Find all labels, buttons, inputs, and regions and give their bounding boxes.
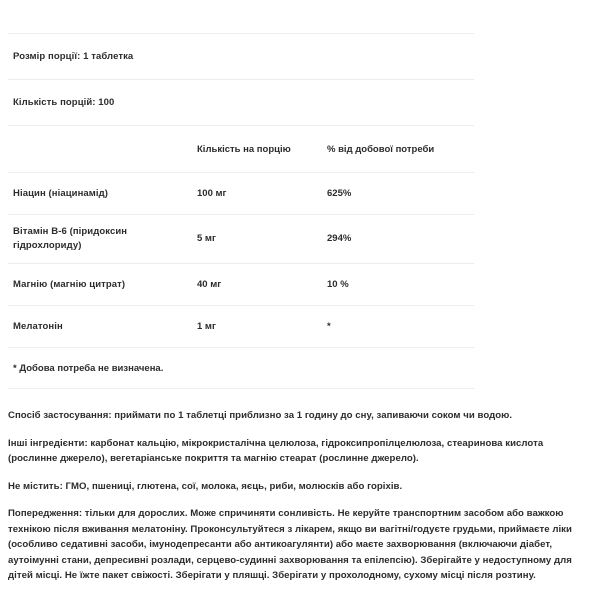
nutrient-name: Ніацин (ніацинамід) — [13, 187, 109, 199]
supplement-facts-table — [8, 0, 474, 389]
warning-paragraph: Попередження: тільки для дорослих. Може спричиняти сонливість. Не керуйте транспортним засобом або важкою технікою після вживання мелатоніну. Проконсультуйтеся з лікарем, якщо ви вагітні/годуєте грудьми, приймаєте ліки (особливо седативні засоби, імунодепресанти або антикоагулянти) або маєте захворювання (включаючи діабет, аутоімунні стани, депресивні розлади, серцево-судинні захворювання та епілепсію). Зберігайте у недоступному для дітей місці. Не їжте пакет свіжості. Зберігати у пляшці. Зберігати у прохолодному, сухому місці після розтину. — [8, 508, 572, 582]
column-header-percent-daily-value: % від добової потреби — [327, 143, 435, 155]
nutrient-daily-value: 10 % — [327, 278, 349, 290]
directions-paragraph: Спосіб застосування: приймати по 1 таблетці приблизно за 1 годину до сну, запиваючи соком чи водою. — [8, 410, 513, 421]
nutrient-daily-value: 294% — [327, 233, 352, 245]
nutrient-amount: 5 мг — [197, 233, 216, 245]
table-row — [8, 306, 474, 347]
nutrient-amount: 40 мг — [197, 278, 222, 290]
product-information — [0, 389, 600, 584]
nutrient-name: Магнію (магнію цитрат) — [13, 278, 126, 290]
table-header-row — [8, 126, 474, 172]
servings-per-container-label: Кількість порцій: 100 — [13, 97, 115, 108]
table-row — [8, 264, 474, 305]
daily-value-footnote-row — [8, 348, 474, 388]
nutrient-daily-value: * — [327, 320, 331, 332]
serving-size-label: Розмір порції: 1 таблетка — [13, 51, 134, 62]
serving-size-row — [8, 34, 474, 79]
nutrient-daily-value: 625% — [327, 187, 352, 199]
nutrient-amount: 1 мг — [197, 320, 216, 332]
table-row — [8, 173, 474, 214]
nutrient-name: Вітамін B-6 (піридоксин гідрохлориду) — [13, 226, 128, 251]
allergen-free-paragraph: Не містить: ГМО, пшениці, глютена, сої, молока, яєць, риби, молюсків або горіхів. — [8, 480, 403, 492]
table-row — [8, 215, 474, 263]
daily-value-footnote: * Добова потреба не визначена. — [13, 362, 164, 374]
other-ingredients-paragraph: Інші інгредієнти: карбонат кальцію, мікрокристалічна целюлоза, гідроксипропілцелюлоза, стеаринова кислота (рослинне джерело), вегетаріанське покриття та магнію стеарат (рослинне джерело). — [8, 437, 544, 465]
nutrient-name: Мелатонін — [13, 320, 63, 332]
nutrient-amount: 100 мг — [197, 187, 227, 199]
column-header-amount-per-serving: Кількість на порцію — [197, 143, 291, 155]
servings-per-container-row — [8, 80, 474, 125]
